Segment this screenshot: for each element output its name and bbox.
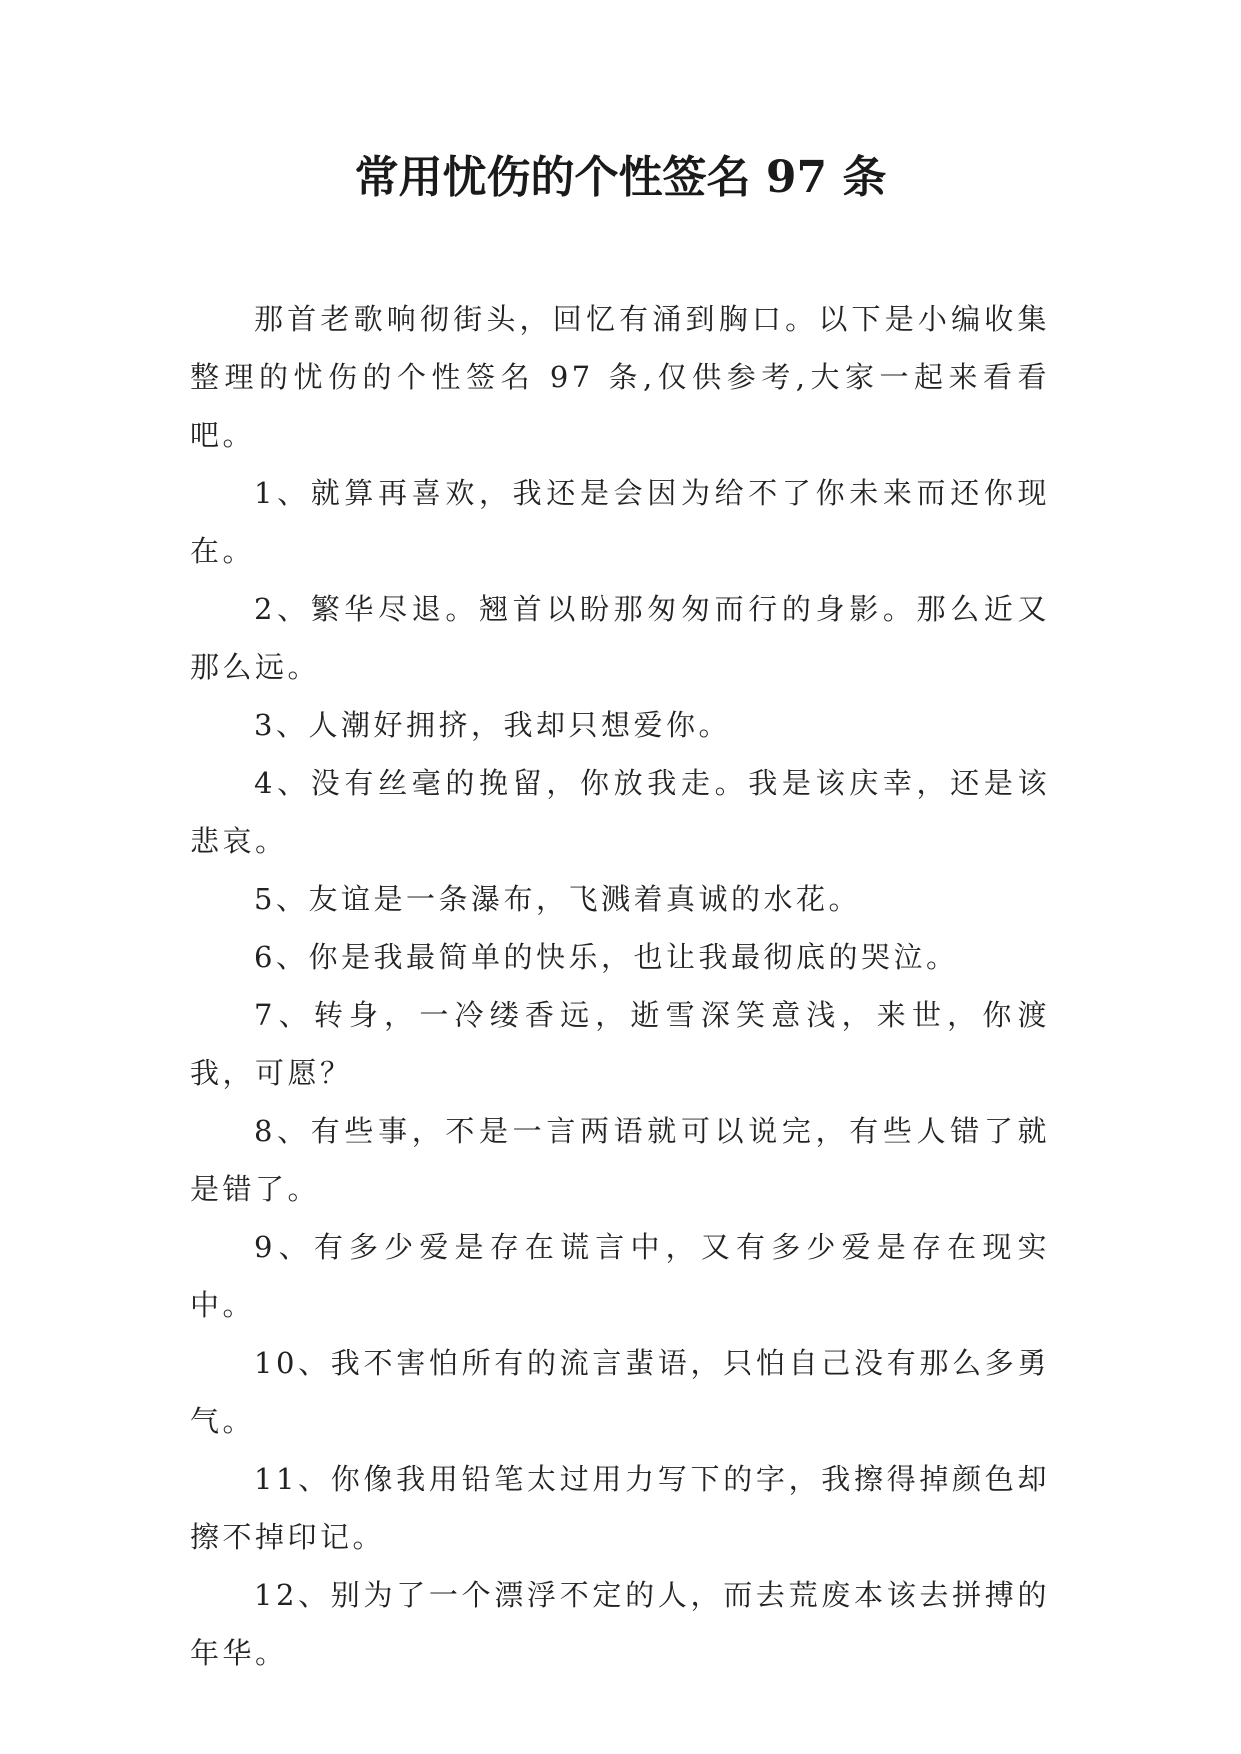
list-item: 9、有多少爱是存在谎言中，又有多少爱是存在现实中。 bbox=[190, 1230, 1050, 1322]
list-item: 10、我不害怕所有的流言蜚语，只怕自己没有那么多勇气。 bbox=[190, 1346, 1050, 1438]
list-item: 4、没有丝毫的挽留，你放我走。我是该庆幸，还是该悲哀。 bbox=[190, 766, 1050, 858]
list-item: 6、你是我最简单的快乐，也让我最彻底的哭泣。 bbox=[254, 940, 959, 974]
list-item: 2、繁华尽退。翘首以盼那匆匆而行的身影。那么近又那么远。 bbox=[190, 592, 1050, 684]
intro-paragraph: 那首老歌响彻街头，回忆有涌到胸口。以下是小编收集整理的忧伤的个性签名 97 条,仅供参考,大家一起来看看吧。 bbox=[190, 302, 1050, 452]
list-item: 11、你像我用铅笔太过用力写下的字，我擦得掉颜色却擦不掉印记。 bbox=[190, 1462, 1050, 1554]
list-item: 3、人潮好拥挤，我却只想爱你。 bbox=[254, 708, 731, 742]
list-item: 12、别为了一个漂浮不定的人，而去荒废本该去拼搏的年华。 bbox=[190, 1578, 1050, 1670]
document-body bbox=[190, 290, 1050, 1682]
list-item: 1、就算再喜欢，我还是会因为给不了你未来而还你现在。 bbox=[190, 476, 1050, 568]
list-item: 5、友谊是一条瀑布，飞溅着真诚的水花。 bbox=[254, 882, 861, 916]
document-title: 常用忧伤的个性签名 97 条 bbox=[354, 152, 887, 203]
list-item: 7、转身，一冷缕香远，逝雪深笑意浅，来世，你渡我，可愿？ bbox=[190, 998, 1050, 1090]
list-item: 8、有些事，不是一言两语就可以说完，有些人错了就是错了。 bbox=[190, 1114, 1050, 1206]
